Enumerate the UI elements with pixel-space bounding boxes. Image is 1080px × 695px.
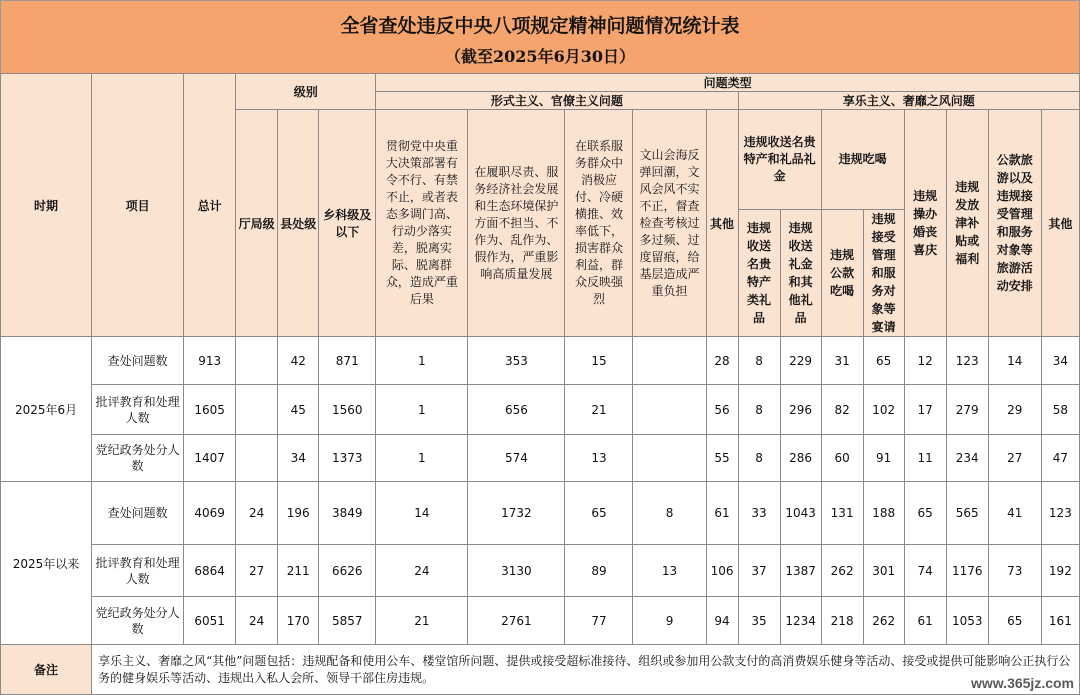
cell: 1732 (468, 482, 565, 545)
cell: 1043 (780, 482, 821, 545)
cell: 27 (988, 435, 1041, 482)
cell: 91 (863, 435, 904, 482)
cell: 131 (821, 482, 863, 545)
cell: 8 (738, 435, 780, 482)
cell: 2761 (468, 597, 565, 645)
title-date: （截至2025年6月30日） (445, 47, 635, 66)
header-f3: 在联系服务群众中消极应付、冷硬横推、效率低下，损害群众利益，群众反映强烈 (565, 110, 633, 337)
header-gift: 违规收送名贵特产和礼品礼金 (738, 110, 821, 210)
cell: 45 (278, 385, 319, 435)
cell: 1 (376, 385, 468, 435)
cell: 82 (821, 385, 863, 435)
header-subsidy: 违规发放津补贴或福利 (946, 110, 988, 337)
cell: 24 (236, 482, 278, 545)
cell: 41 (988, 482, 1041, 545)
header-formalism: 形式主义、官僚主义问题 (376, 92, 738, 110)
cell: 102 (863, 385, 904, 435)
header-f2: 在履职尽责、服务经济社会发展和生态环境保护方面不担当、不作为、乱作为、假作为，严重影响高质量发展 (468, 110, 565, 337)
cell: 17 (904, 385, 946, 435)
cell: 229 (780, 337, 821, 385)
cell: 192 (1041, 545, 1079, 597)
cell: 56 (706, 385, 738, 435)
cell: 21 (565, 385, 633, 435)
cell: 58 (1041, 385, 1079, 435)
cell: 89 (565, 545, 633, 597)
header-total: 总计 (184, 74, 236, 337)
cell: 61 (904, 597, 946, 645)
cell: 4069 (184, 482, 236, 545)
header-hedonism: 享乐主义、奢靡之风问题 (738, 92, 1079, 110)
cell (633, 385, 706, 435)
cell: 28 (706, 337, 738, 385)
cell: 29 (988, 385, 1041, 435)
table-row (1, 545, 1080, 597)
header-level-xian: 县处级 (278, 110, 319, 337)
cell: 47 (1041, 435, 1079, 482)
cell: 31 (821, 337, 863, 385)
cell: 35 (738, 597, 780, 645)
cell: 74 (904, 545, 946, 597)
header-f1: 贯彻党中央重大决策部署有令不行、有禁不止，或者表态多调门高、行动少落实差，脱离实际、脱离群众，造成严重后果 (376, 110, 468, 337)
cell: 15 (565, 337, 633, 385)
cell: 161 (1041, 597, 1079, 645)
cell: 218 (821, 597, 863, 645)
cell: 211 (278, 545, 319, 597)
cell: 353 (468, 337, 565, 385)
watermark: www.365jz.com (971, 675, 1074, 691)
cell: 6051 (184, 597, 236, 645)
cell (236, 337, 278, 385)
cell: 33 (738, 482, 780, 545)
cell: 8 (633, 482, 706, 545)
cell: 11 (904, 435, 946, 482)
row-item: 批评教育和处理人数 (92, 545, 184, 597)
header-level: 级别 (236, 74, 376, 110)
cell: 1387 (780, 545, 821, 597)
header-travel: 公款旅游以及违规接受管理和服务对象等旅游活动安排 (988, 110, 1041, 337)
cell: 1407 (184, 435, 236, 482)
period-year: 2025年以来 (1, 482, 92, 645)
cell: 6626 (319, 545, 376, 597)
cell: 14 (988, 337, 1041, 385)
cell: 14 (376, 482, 468, 545)
cell: 21 (376, 597, 468, 645)
cell: 65 (904, 482, 946, 545)
note-text: 享乐主义、奢靡之风“其他”问题包括：违规配备和使用公车、楼堂馆所问题、提供或接受超标准接待、组织或参加用公款支付的高消费娱乐健身等活动、接受或提供可能影响公正执行公务的健身娱乐等活动、违规出入私人会所、领导干部住房违规。 (92, 645, 1080, 695)
cell: 12 (904, 337, 946, 385)
cell: 13 (565, 435, 633, 482)
cell: 262 (863, 597, 904, 645)
statistics-table (0, 73, 1080, 695)
period-june: 2025年6月 (1, 337, 92, 482)
cell: 262 (821, 545, 863, 597)
cell: 1 (376, 435, 468, 482)
header-eat-b: 违规接受管理和服务对象等宴请 (863, 210, 904, 337)
cell: 1 (376, 337, 468, 385)
note-row (1, 645, 1080, 695)
row-item: 党纪政务处分人数 (92, 435, 184, 482)
cell: 37 (738, 545, 780, 597)
cell: 871 (319, 337, 376, 385)
cell: 55 (706, 435, 738, 482)
cell: 1560 (319, 385, 376, 435)
header-f4: 文山会海反弹回潮，文风会风不实不正，督查检查考核过多过频、过度留痕，给基层造成严重负担 (633, 110, 706, 337)
cell: 42 (278, 337, 319, 385)
title-main: 全省查处违反中央八项规定精神问题情况统计表 (340, 15, 740, 37)
cell: 65 (863, 337, 904, 385)
table-title (0, 0, 1080, 74)
cell: 188 (863, 482, 904, 545)
cell: 913 (184, 337, 236, 385)
cell (633, 337, 706, 385)
header-level-ting: 厅局级 (236, 110, 278, 337)
cell: 8 (738, 337, 780, 385)
header-level-xiangke: 乡科级及以下 (319, 110, 376, 337)
cell: 574 (468, 435, 565, 482)
header-wedding: 违规操办婚丧喜庆 (904, 110, 946, 337)
table-row (1, 482, 1080, 545)
cell: 1605 (184, 385, 236, 435)
cell: 6864 (184, 545, 236, 597)
cell: 13 (633, 545, 706, 597)
cell: 8 (738, 385, 780, 435)
cell: 60 (821, 435, 863, 482)
table-row (1, 435, 1080, 482)
cell: 123 (1041, 482, 1079, 545)
cell: 73 (988, 545, 1041, 597)
cell: 656 (468, 385, 565, 435)
row-item: 党纪政务处分人数 (92, 597, 184, 645)
header-f-other: 其他 (706, 110, 738, 337)
cell: 65 (565, 482, 633, 545)
table-row (1, 597, 1080, 645)
cell: 1176 (946, 545, 988, 597)
cell: 301 (863, 545, 904, 597)
cell: 286 (780, 435, 821, 482)
header-item: 项目 (92, 74, 184, 337)
row-item: 查处问题数 (92, 337, 184, 385)
cell: 9 (633, 597, 706, 645)
cell: 1053 (946, 597, 988, 645)
cell (633, 435, 706, 482)
header-issue-type: 问题类型 (376, 74, 1080, 92)
cell: 3130 (468, 545, 565, 597)
cell: 1373 (319, 435, 376, 482)
cell: 106 (706, 545, 738, 597)
cell (236, 385, 278, 435)
cell: 565 (946, 482, 988, 545)
cell: 296 (780, 385, 821, 435)
cell: 34 (278, 435, 319, 482)
cell: 1234 (780, 597, 821, 645)
cell: 279 (946, 385, 988, 435)
cell: 234 (946, 435, 988, 482)
cell: 61 (706, 482, 738, 545)
cell (236, 435, 278, 482)
header-gift-b: 违规收送礼金和其他礼品 (780, 210, 821, 337)
cell: 24 (376, 545, 468, 597)
header-eat: 违规吃喝 (821, 110, 904, 210)
header-gift-a: 违规收送名贵特产类礼品 (738, 210, 780, 337)
row-item: 查处问题数 (92, 482, 184, 545)
cell: 3849 (319, 482, 376, 545)
cell: 196 (278, 482, 319, 545)
cell: 77 (565, 597, 633, 645)
cell: 65 (988, 597, 1041, 645)
table-row (1, 385, 1080, 435)
header-eat-a: 违规公款吃喝 (821, 210, 863, 337)
header-period: 时期 (1, 74, 92, 337)
cell: 94 (706, 597, 738, 645)
cell: 123 (946, 337, 988, 385)
cell: 24 (236, 597, 278, 645)
cell: 170 (278, 597, 319, 645)
header-h-other: 其他 (1041, 110, 1079, 337)
cell: 5857 (319, 597, 376, 645)
cell: 34 (1041, 337, 1079, 385)
row-item: 批评教育和处理人数 (92, 385, 184, 435)
note-label: 备注 (1, 645, 92, 695)
cell: 27 (236, 545, 278, 597)
table-row (1, 337, 1080, 385)
